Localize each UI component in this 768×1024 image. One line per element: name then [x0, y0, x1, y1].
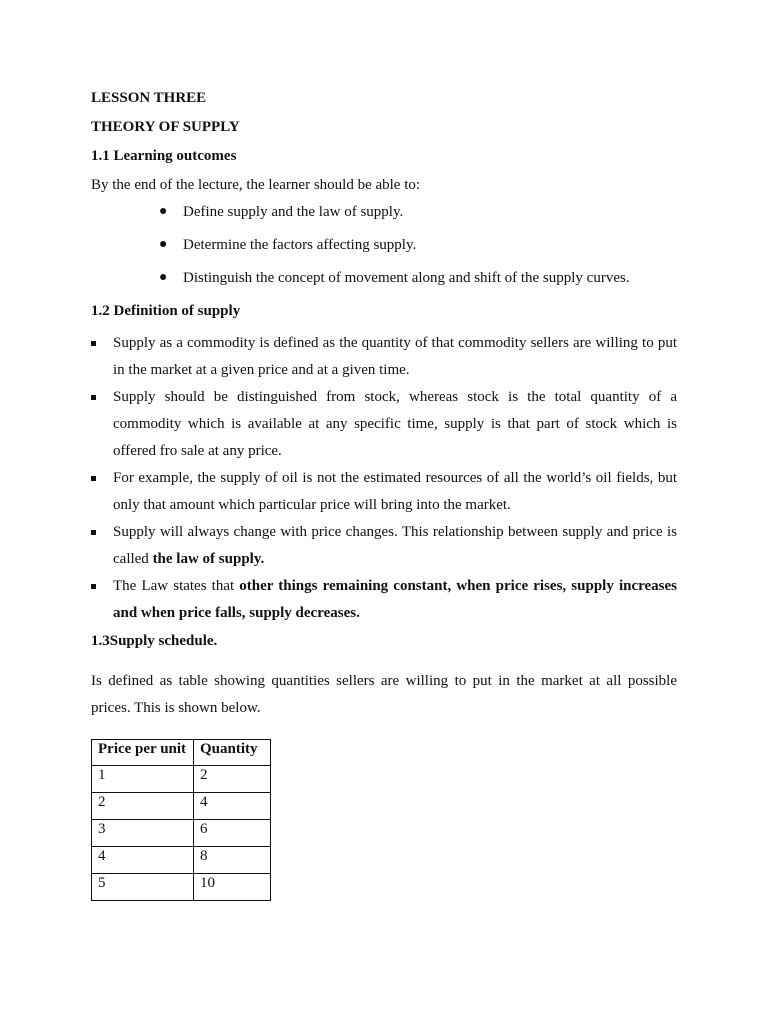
bullet-square-icon	[91, 584, 96, 589]
outcomes-list	[91, 202, 677, 288]
table-row	[92, 766, 271, 793]
outcome-item: ● Determine the factors affecting supply.	[159, 237, 417, 253]
header-price: Price per unit	[92, 740, 194, 766]
outcomes-intro: By the end of the lecture, the learner should be able to:	[91, 177, 421, 193]
outcome-item: ● Define supply and the law of supply.	[159, 204, 404, 220]
definition-list	[91, 330, 677, 627]
bullet-dot-icon: ●	[159, 237, 168, 252]
schedule-heading: 1.3Supply schedule.	[91, 633, 218, 649]
supply-schedule-table	[91, 739, 271, 901]
cell-quantity: 8	[194, 847, 271, 874]
cell-price: 1	[92, 766, 194, 793]
bullet-dot-icon: ●	[159, 270, 168, 285]
lesson-title: LESSON THREE	[91, 90, 207, 106]
definition-item: The Law states that other things remaining constant, when price rises, supply increases and when price falls, supply decreases.	[91, 573, 677, 627]
definition-item: Supply as a commodity is defined as the quantity of that commodity sellers are willing to put in the market at a given price and at a given time.	[91, 330, 677, 384]
table-header-row	[92, 740, 271, 766]
definition-item: Supply should be distinguished from stock, whereas stock is the total quantity of a commodity which is available at any specific time, supply is that part of stock which is offered fro sale at any price.	[91, 384, 677, 465]
bullet-square-icon	[91, 341, 96, 346]
learning-outcomes-heading: 1.1 Learning outcomes	[91, 148, 237, 164]
table-row	[92, 847, 271, 874]
table-row	[92, 820, 271, 847]
bullet-square-icon	[91, 395, 96, 400]
definition-heading: 1.2 Definition of supply	[91, 303, 241, 319]
cell-price: 5	[92, 874, 194, 901]
cell-quantity: 2	[194, 766, 271, 793]
cell-price: 3	[92, 820, 194, 847]
cell-quantity: 10	[194, 874, 271, 901]
header-quantity: Quantity	[194, 740, 271, 766]
document-page	[91, 88, 677, 901]
bullet-dot-icon: ●	[159, 204, 168, 219]
outcome-item: ● Distinguish the concept of movement along and shift of the supply curves.	[159, 270, 630, 286]
cell-price: 4	[92, 847, 194, 874]
schedule-description: Is defined as table showing quantities sellers are willing to put in the market at all possible prices. This is shown below.	[91, 673, 677, 716]
topic-title: THEORY OF SUPPLY	[91, 119, 240, 135]
cell-quantity: 4	[194, 793, 271, 820]
definition-item: Supply will always change with price changes. This relationship between supply and price is called the law of supply.	[91, 519, 677, 573]
bullet-square-icon	[91, 530, 96, 535]
table-row	[92, 874, 271, 901]
bullet-square-icon	[91, 476, 96, 481]
definition-item: For example, the supply of oil is not the estimated resources of all the world’s oil fields, but only that amount which particular price will bring into the market.	[91, 465, 677, 519]
cell-quantity: 6	[194, 820, 271, 847]
cell-price: 2	[92, 793, 194, 820]
table-row	[92, 793, 271, 820]
